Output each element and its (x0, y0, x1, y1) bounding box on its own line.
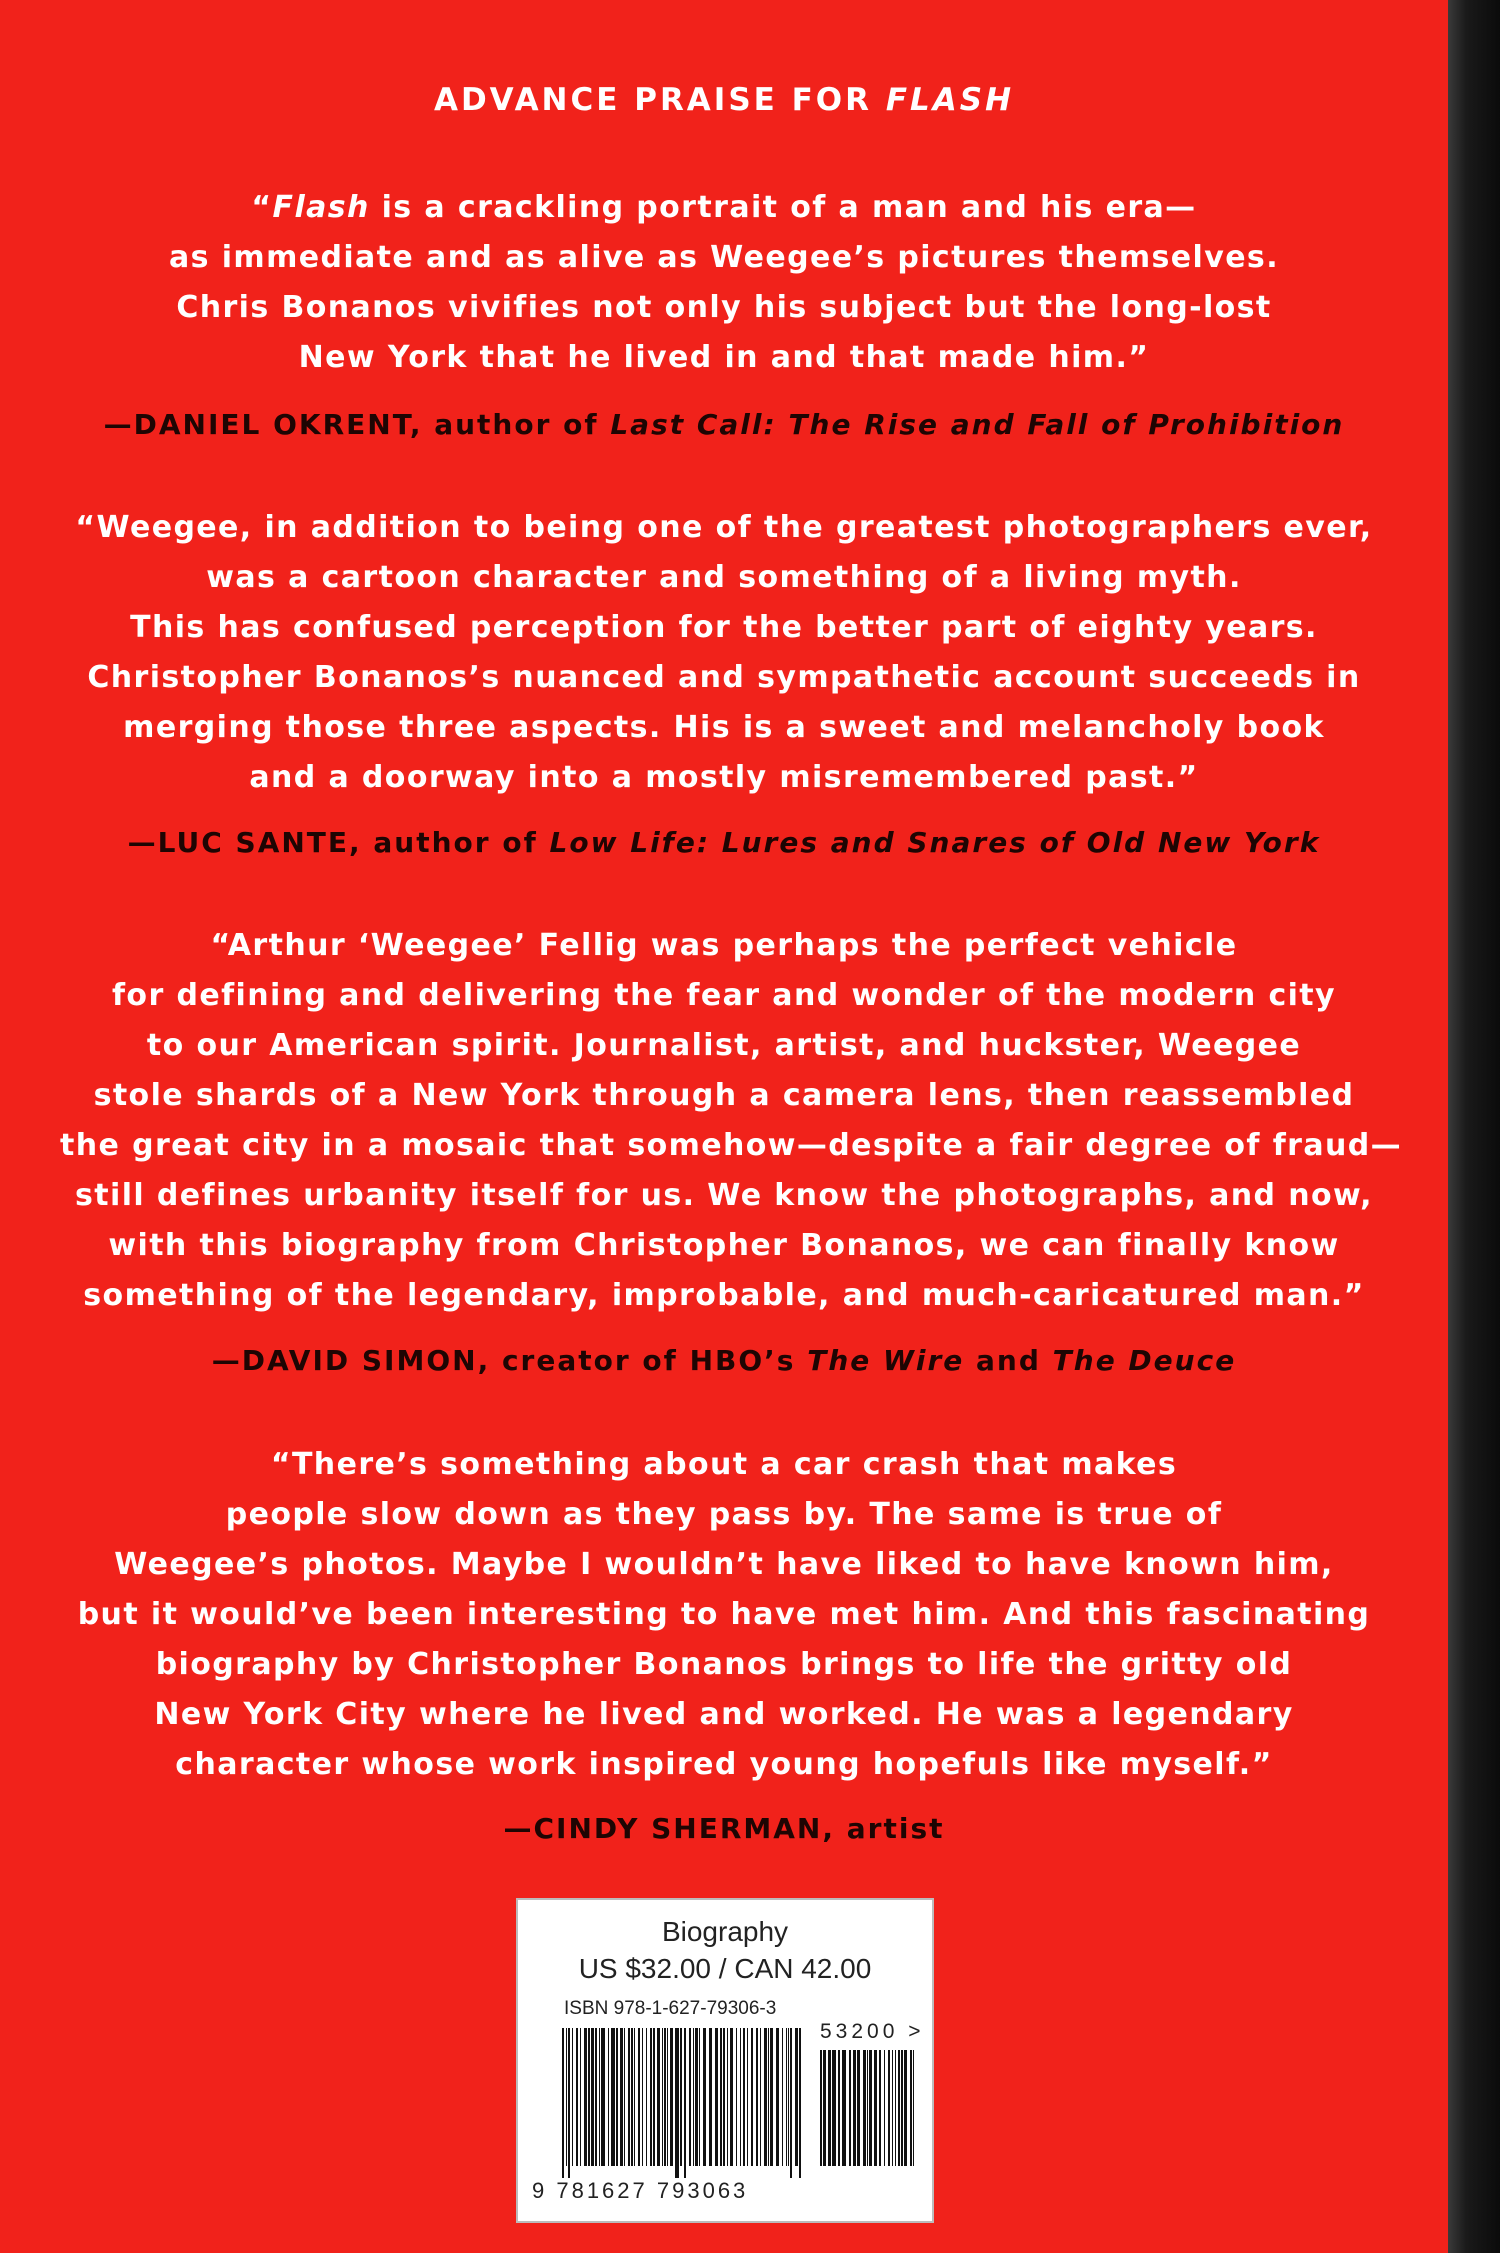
barcode-bar (572, 2028, 573, 2166)
barcode-bar (680, 2028, 682, 2166)
quote-line: Weegee’s photos. Maybe I wouldn’t have liked to have known him, (114, 1547, 1334, 1582)
barcode-bar (588, 2028, 590, 2166)
quote-sante (60, 503, 1388, 803)
barcode-bar (611, 2028, 615, 2166)
barcode-bar (895, 2050, 896, 2166)
barcode-bar (736, 2028, 737, 2166)
quote-line: the great city in a mosaic that somehow—despite a fair degree of fraud— (60, 1128, 1403, 1163)
barcode-bar (642, 2028, 643, 2166)
book-edge-shadow (1448, 0, 1500, 2253)
barcode-bar (723, 2028, 725, 2166)
barcode-bar (853, 2050, 856, 2166)
barcode-bar (628, 2028, 630, 2166)
barcode-bar (620, 2028, 623, 2166)
isbn-label: ISBN 978-1-627-79306-3 (564, 1998, 777, 2019)
barcode-bar (709, 2028, 712, 2166)
quote-line: people slow down as they pass by. The same is true of (225, 1497, 1223, 1532)
barcode-bar (566, 2028, 567, 2166)
quote-line: “Weegee, in addition to being one of the greatest photographers ever, (75, 510, 1373, 545)
quote-sherman (60, 1440, 1388, 1790)
barcode-bar (913, 2050, 914, 2166)
barcode-bar (616, 2028, 618, 2166)
barcode-bar (782, 2028, 783, 2166)
quote-line: but it would’ve been interesting to have met him. And this fascinating (77, 1597, 1371, 1632)
barcode-bar (747, 2028, 748, 2166)
barcode-bar (638, 2028, 640, 2166)
barcode-bar (634, 2028, 635, 2166)
barcode-bar (664, 2028, 666, 2166)
barcode-bar (684, 2028, 686, 2178)
barcode-bar (720, 2028, 722, 2166)
barcode-bar (760, 2028, 761, 2166)
barcode-bar (631, 2028, 633, 2166)
barcode-bar (646, 2028, 647, 2166)
quote-line: biography by Christopher Bonanos brings to life the gritty old (155, 1647, 1293, 1682)
barcode-bar (601, 2028, 605, 2166)
barcode-bar (867, 2050, 868, 2166)
quote-line: Chris Bonanos vivifies not only his subject but the long-lost (176, 290, 1272, 325)
quote-line: something of the legendary, improbable, and much-caricatured man.” (83, 1278, 1365, 1313)
barcode-bar (799, 2028, 801, 2178)
barcode-bar (910, 2050, 912, 2166)
attribution-simon: —DAVID SIMON, creator of HBO’s The Wire and The Deuce (211, 1344, 1237, 1377)
barcode-bar (888, 2050, 890, 2166)
barcode-bar (689, 2028, 691, 2166)
barcode-bar (699, 2028, 700, 2166)
barcode-bar (670, 2028, 673, 2166)
quote-line: This has confused perception for the better part of eighty years. (130, 610, 1318, 645)
barcode-bar (657, 2028, 660, 2166)
price-label: US $32.00 / CAN 42.00 (578, 1953, 872, 1984)
attribution-sante: —LUC SANTE, author of Low Life: Lures and Snares of Old New York (127, 826, 1321, 859)
barcode-bar (776, 2028, 779, 2166)
quote-line: Christopher Bonanos’s nuanced and sympathetic account succeeds in (87, 660, 1361, 695)
quote-simon (60, 921, 1403, 1321)
barcode-bar (568, 2028, 570, 2178)
barcode-bar (838, 2050, 840, 2166)
barcode-bar (595, 2028, 597, 2166)
barcode-bar (576, 2028, 578, 2166)
barcode-bar (653, 2028, 655, 2166)
barcode-bar (842, 2050, 846, 2166)
barcode-bar (650, 2028, 652, 2166)
barcode-bar (863, 2050, 866, 2166)
barcode-bar (786, 2028, 787, 2166)
barcode-bar (823, 2050, 826, 2166)
quote-line: still defines urbanity itself for us. We know the photographs, and now, (75, 1178, 1373, 1213)
price-addon-code: 53200 > (820, 2020, 925, 2043)
attribution-sherman: —CINDY SHERMAN, artist (503, 1812, 945, 1845)
barcode-bar (730, 2028, 733, 2166)
barcode-bar (740, 2028, 741, 2166)
barcode-bar (857, 2050, 860, 2166)
barcode-bar (795, 2028, 798, 2166)
barcode-bar (820, 2050, 822, 2166)
quote-okrent (60, 183, 1388, 383)
barcode-bar (898, 2050, 900, 2166)
barcode-bar (892, 2050, 893, 2166)
isbn-barcode (562, 2028, 802, 2178)
price-barcode-sticker (516, 1898, 934, 2223)
quote-line: as immediate and as alive as Weegee’s pictures themselves. (168, 240, 1279, 275)
barcode-bar (675, 2028, 679, 2178)
quote-line: “Flash is a crackling portrait of a man and his era— (251, 190, 1197, 225)
praise-heading: ADVANCE PRAISE FOR FLASH (433, 82, 1015, 118)
quote-line: was a cartoon character and something of a living myth. (206, 560, 1242, 595)
barcode-bar (727, 2028, 728, 2166)
barcode-digits: 9 781627 793063 (532, 2178, 749, 2203)
quote-line: New York that he lived in and that made him.” (298, 340, 1150, 375)
barcode-bar (751, 2028, 753, 2166)
barcode-bar (608, 2028, 609, 2166)
barcode-bar (693, 2028, 694, 2166)
barcode-bar (832, 2050, 836, 2166)
quote-line: “There’s something about a car crash that makes (270, 1447, 1178, 1482)
price-addon-barcode (820, 2050, 916, 2178)
genre-label: Biography (661, 1916, 789, 1947)
barcode-bar (715, 2028, 718, 2166)
barcode-bar (667, 2028, 668, 2166)
quote-line: New York City where he lived and worked. He was a legendary (154, 1697, 1294, 1732)
quote-line: “Arthur ‘Weegee’ Fellig was perhaps the perfect vehicle (210, 928, 1238, 963)
barcode-bar (580, 2028, 581, 2166)
barcode-bar (904, 2050, 907, 2166)
barcode-bar (591, 2028, 594, 2166)
barcode-bar (703, 2028, 706, 2166)
barcode-bar (584, 2028, 587, 2166)
barcode-bar (695, 2028, 698, 2166)
barcode-bar (768, 2028, 769, 2166)
barcode-bar (770, 2028, 773, 2166)
barcode-bar (764, 2028, 767, 2166)
quote-line: with this biography from Christopher Bonanos, we can finally know (108, 1228, 1340, 1263)
barcode-bar (901, 2050, 903, 2166)
barcode-bar (884, 2050, 885, 2166)
barcode-bar (790, 2028, 792, 2178)
barcode-bar (879, 2050, 881, 2166)
barcode-bar (624, 2028, 625, 2166)
barcode-bar (828, 2050, 831, 2166)
barcode-bar (662, 2028, 663, 2166)
barcode-bar (869, 2050, 872, 2166)
barcode-bar (756, 2028, 758, 2166)
barcode-bar (599, 2028, 600, 2166)
quote-line: and a doorway into a mostly misremembered past.” (249, 760, 1199, 795)
quote-line: merging those three aspects. His is a sweet and melancholy book (123, 710, 1325, 745)
quote-line: character whose work inspired young hopefuls like myself.” (175, 1747, 1273, 1782)
barcode-bar (788, 2028, 789, 2166)
attribution-okrent: —DANIEL OKRENT, author of Last Call: The Rise and Fall of Prohibition (103, 408, 1345, 441)
quote-line: for defining and delivering the fear and wonder of the modern city (111, 978, 1337, 1013)
barcode-bar (849, 2050, 851, 2166)
quote-line: to our American spirit. Journalist, artist, and huckster, Weegee (146, 1028, 1302, 1063)
barcode-bar (562, 2028, 564, 2178)
quote-line: stole shards of a New York through a camera lens, then reassembled (93, 1078, 1355, 1113)
barcode-bar (874, 2050, 877, 2166)
barcode-bar (743, 2028, 745, 2166)
